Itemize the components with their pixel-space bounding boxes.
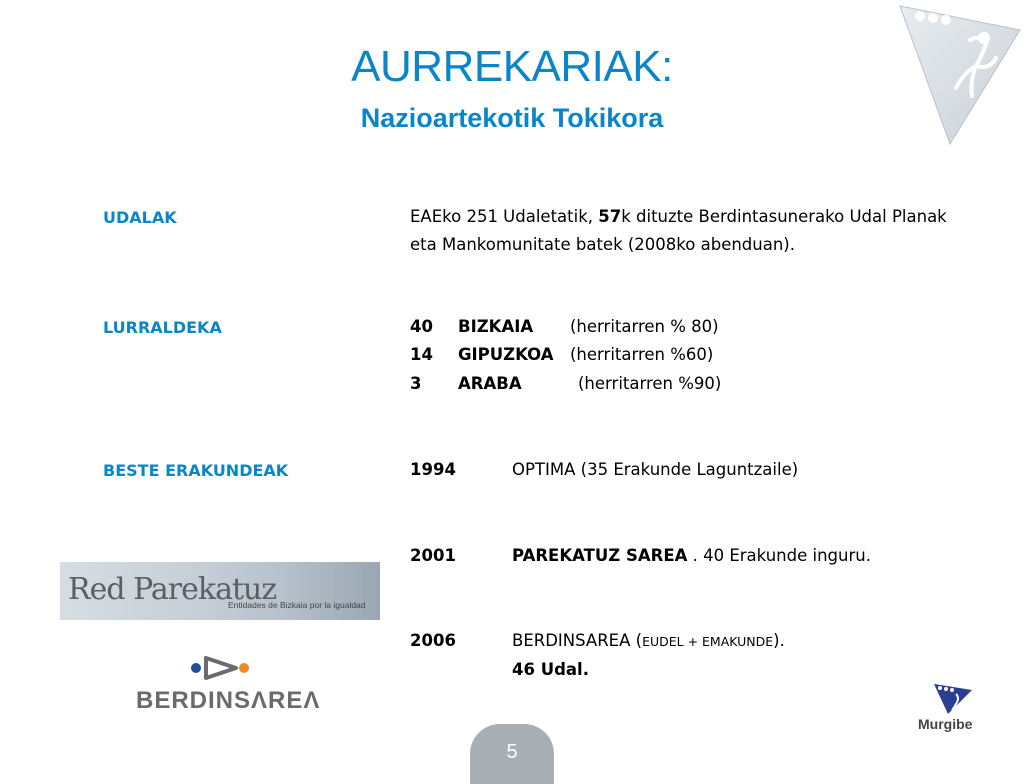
text-2006-small: EUDEL + EMAKUNDE (642, 634, 774, 649)
year-1994: 1994 (410, 460, 456, 479)
label-beste-erakundeak: BESTE ERAKUNDEAK (103, 461, 289, 480)
bizkaia-note: (herritarren % 80) (570, 317, 719, 336)
udalak-text-c: k dituzte Berdintasunerako Udal Planak (621, 207, 947, 226)
udalak-text-a: EAEko 251 Udaletatik, (410, 207, 599, 226)
page-subtitle: Nazioartekotik Tokikora (360, 103, 664, 133)
parekatuz-sarea: PAREKATUZ SAREA (512, 546, 688, 565)
berdinsarea-wordmark: BERDINSΛREΛ (136, 687, 321, 714)
bowling-logo-icon (892, 0, 1024, 148)
year-2001: 2001 (410, 546, 456, 565)
berdinsarea-mark-icon (188, 654, 254, 682)
text-2006-b: ). (773, 631, 785, 650)
text-1994: OPTIMA (35 Erakunde Laguntzaile) (512, 460, 799, 479)
text-2006 (512, 627, 785, 656)
bizkaia-num: 40 (410, 317, 433, 336)
label-lurraldeka: LURRALDEKA (103, 318, 222, 337)
page-number: 5 (470, 724, 554, 784)
gipuzkoa-note: (herritarren %60) (570, 345, 714, 364)
gipuzkoa-name: GIPUZKOA (458, 345, 554, 364)
araba-num: 3 (410, 374, 422, 393)
murgibe-logo-icon (922, 682, 978, 716)
text-2001-rest: . 40 Erakunde inguru. (687, 546, 871, 565)
udalak-text (410, 203, 1010, 259)
year-2006: 2006 (410, 631, 456, 650)
lurralde-row-bizkaia (410, 313, 433, 341)
murgibe-wordmark: Murgibe (918, 716, 973, 732)
text-2006-a: BERDINSAREA ( (512, 631, 643, 650)
red-parekatuz-logo (60, 562, 380, 620)
gipuzkoa-num: 14 (410, 345, 433, 364)
text-2001 (512, 542, 871, 570)
udalak-text-d: eta Mankomunitate batek (2008ko abenduan). (410, 235, 795, 254)
red-parekatuz-subtitle: Entidades de Bizkaia por la igualdad (228, 600, 366, 610)
udalak-count: 57 (598, 207, 622, 226)
red-parekatuz-title: Red Parekatuz (68, 572, 277, 607)
araba-note: (herritarren %90) (578, 374, 722, 393)
text-2006-line2: 46 Udal. (512, 660, 589, 679)
page-title: AURREKARIAK: (351, 42, 673, 91)
bizkaia-name: BIZKAIA (458, 317, 534, 336)
label-udalak: UDALAK (103, 208, 177, 227)
araba-name: ARABA (458, 374, 522, 393)
